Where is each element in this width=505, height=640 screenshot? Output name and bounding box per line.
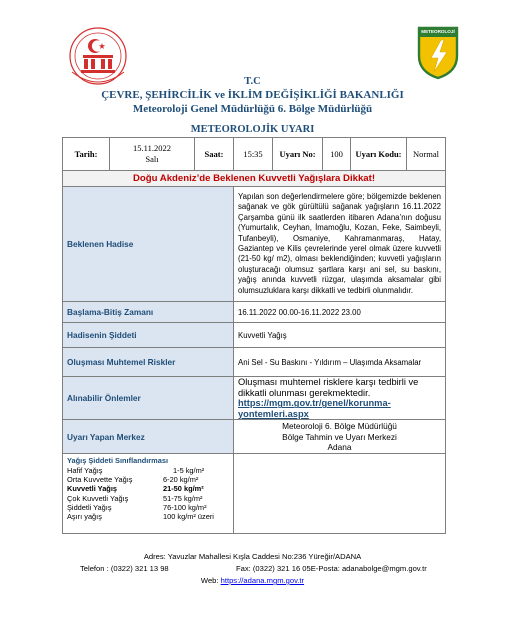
- measures-label: Alınabilir Önlemler: [63, 377, 234, 420]
- header-directorate: Meteoroloji Genel Müdürlüğü 6. Bölge Müdürlüğü: [132, 103, 373, 115]
- scale-cell: [63, 454, 234, 534]
- scale-item-name: Orta Kuvvette Yağış: [67, 475, 133, 485]
- day-value: Salı: [145, 154, 159, 164]
- footer-address: Adres: Yavuzlar Mahallesi Kışla Caddesi No:236 Yüreğir/ADANA: [143, 552, 362, 561]
- warning-table: [62, 137, 446, 534]
- scale-item-name: Çok Kuvvetli Yağış: [67, 493, 129, 503]
- header-ministry: ÇEVRE, ŞEHİRCİLİK ve İKLİM DEĞİŞİKLİĞİ BAKANLIĞI: [101, 89, 404, 101]
- measures-row: [63, 377, 446, 420]
- measures-link[interactable]: https://mgm.gov.tr/genel/korunma-yontemleri.aspx: [238, 398, 391, 419]
- scale-item: [67, 484, 229, 493]
- footer-phone: Telefon : (0322) 321 13 98: [80, 564, 169, 573]
- time-label: Saat:: [195, 138, 234, 171]
- meteorology-logo-text: METEOROLOJİ: [421, 29, 455, 34]
- scale-title: Yağış Şiddeti Sınıflandırması: [67, 456, 169, 466]
- scale-empty-cell: [234, 454, 446, 534]
- header-tc: T.C: [244, 76, 261, 87]
- scale-item: [67, 503, 229, 512]
- scale-item-value: 6-20 kg/m²: [163, 475, 199, 485]
- time-value: 15:35: [234, 138, 273, 171]
- scale-item: [67, 466, 229, 475]
- issuer-cell: [234, 420, 446, 454]
- issuer-line1: Meteoroloji 6. Bölge Müdürlüğü: [282, 421, 397, 432]
- scale-item-value: 1-5 kg/m²: [173, 465, 205, 475]
- event-label: Beklenen Hadise: [63, 187, 234, 302]
- risks-value: Ani Sel - Su Baskını - Yıldırım – Ulaşımda Aksamalar: [234, 348, 446, 377]
- footer-web-link[interactable]: https://adana.mgm.gov.tr: [220, 576, 305, 585]
- scale-item: [67, 475, 229, 484]
- meta-row: [63, 138, 446, 171]
- scale-item-value: 76-100 kg/m²: [163, 502, 207, 512]
- measures-text: Oluşması muhtemel risklere karşı tedbirli ve dikkatli olunması gerekmektedir.: [238, 377, 419, 398]
- warning-code-value: Normal: [407, 138, 446, 171]
- footer-fax-email: Fax: (0322) 321 16 05E-Posta: adanabolge@mgm.gov.tr: [236, 564, 427, 573]
- event-row: [63, 187, 446, 302]
- document-title: METEOROLOJİK UYARI: [190, 124, 315, 135]
- issuer-row: [63, 420, 446, 454]
- severity-value: Kuvvetli Yağış: [234, 323, 446, 348]
- issuer-line2: Bölge Tahmin ve Uyarı Merkezi: [282, 431, 397, 442]
- scale-item-name: Şiddetli Yağış: [67, 502, 112, 512]
- risks-row: [63, 348, 446, 377]
- severity-label: Hadisenin Şiddeti: [63, 323, 234, 348]
- meteorology-shield-icon: [417, 26, 459, 80]
- severity-row: [63, 323, 446, 348]
- scale-item-name: Aşırı yağış: [67, 512, 102, 522]
- scale-item-value: 51-75 kg/m²: [163, 493, 203, 503]
- risks-label: Oluşması Muhtemel Riskler: [63, 348, 234, 377]
- warning-code-label: Uyarı Kodu:: [351, 138, 407, 171]
- date-label: Tarih:: [63, 138, 110, 171]
- footer-web: [0, 576, 505, 585]
- warning-no-value: 100: [323, 138, 351, 171]
- scale-item: [67, 494, 229, 503]
- issuer-line3: Adana: [327, 442, 352, 453]
- scale-item-name: Kuvvetli Yağış: [67, 484, 117, 494]
- date-cell: [110, 138, 195, 171]
- event-text: Yapılan son değerlendirmelere göre; bölgemizde beklenen sağanak ve gök gürültülü sağanak yağışların 16.11.2022 Çarşamba günü ilk saatlerden itibaren Adana’nın doğusu (Yumurtalık, Ceyhan, İmamoğlu, Kozan, Feke, Saimbeyli, Tufanbeyli), Osmaniye, Kahramanmaraş, Hatay, Gaziantep ve Kilis çevrelerinde yerel olmak üzere kuvvetli (21-50 kg/ m2), olması beklendiğinden; kuvvetli yağışların oluşturacağı olumsuz şartlara karşı ani sel, su baskını, yağış anında kuvvetli rüzgar, ulaşımda aksamalar gibi olumsuzluklara karşı dikkatli ve tedbirli olunmalıdır.: [234, 187, 446, 302]
- warning-title: Doğu Akdeniz’de Beklenen Kuvvetli Yağışlara Dikkat!: [63, 171, 446, 187]
- period-row: [63, 302, 446, 323]
- issuer-label: Uyarı Yapan Merkez: [63, 420, 234, 454]
- scale-item-value: 21-50 kg/m²: [163, 484, 204, 494]
- period-label: Başlama-Bitiş Zamanı: [63, 302, 234, 323]
- measures-cell: [234, 377, 446, 420]
- scale-item: [67, 512, 229, 521]
- scale-item-value: 100 kg/m² üzeri: [163, 512, 214, 522]
- period-value: 16.11.2022 00.00-16.11.2022 23.00: [234, 302, 446, 323]
- scale-item-name: Hafif Yağış: [67, 465, 103, 475]
- warning-no-label: Uyarı No:: [273, 138, 323, 171]
- footer-web-label: Web:: [200, 576, 221, 585]
- scale-row: [63, 454, 446, 534]
- date-value: 15.11.2022: [133, 143, 171, 153]
